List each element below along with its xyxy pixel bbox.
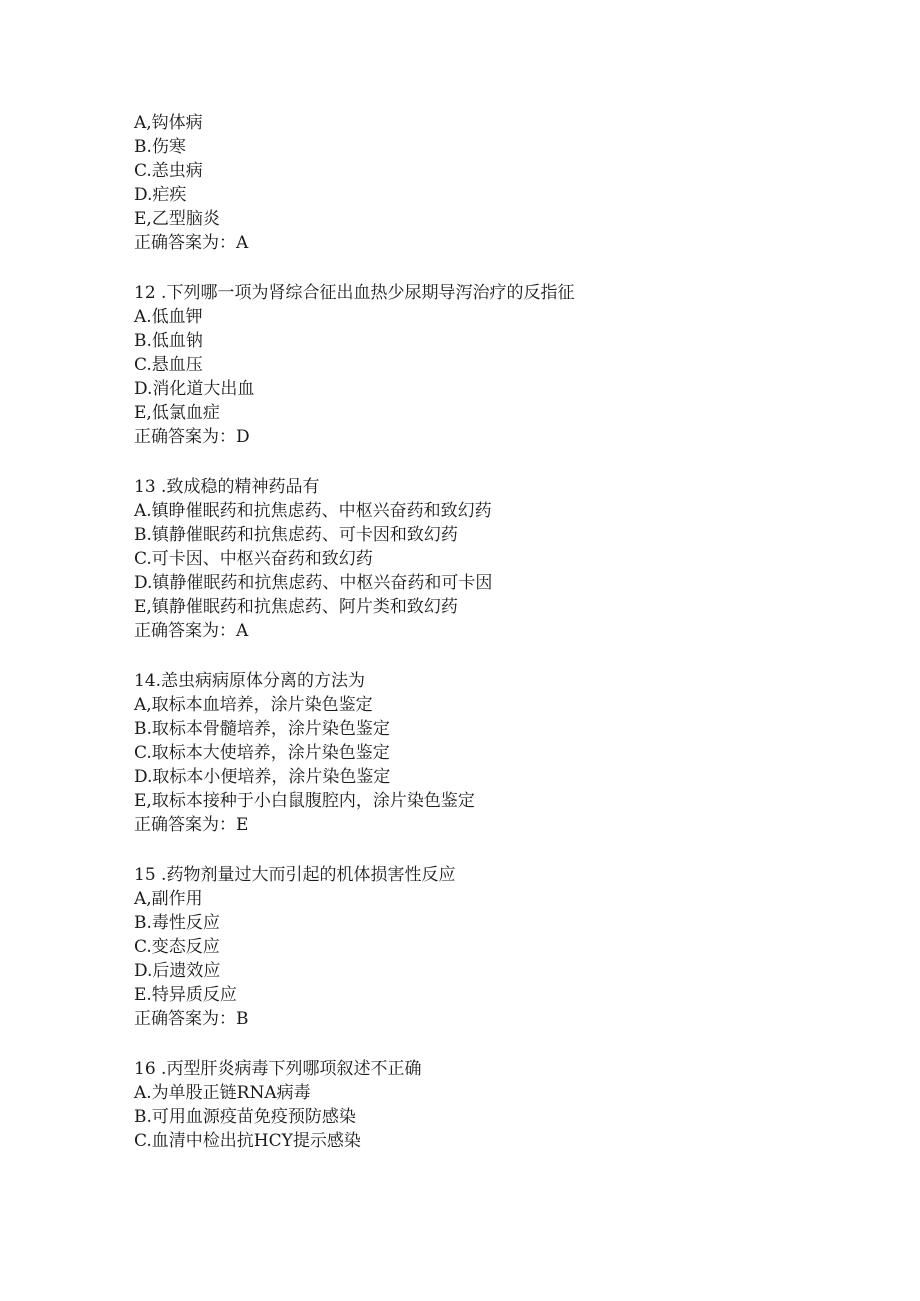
option-b: B.可用血源疫苗免疫预防感染 bbox=[134, 1107, 356, 1127]
option-e: E,乙型脑炎 bbox=[134, 209, 220, 229]
option-a: A,取标本血培养，涂片染色鉴定 bbox=[134, 695, 373, 715]
answer-line: 正确答案为：A bbox=[134, 233, 249, 253]
option-b: B.毒性反应 bbox=[134, 913, 220, 933]
option-b: B.低血钠 bbox=[134, 331, 203, 351]
option-a: A.镇睁催眠药和抗焦虑药、中枢兴奋药和致幻药 bbox=[134, 501, 492, 521]
question-title: 16 .丙型肝炎病毒下列哪项叙述不正确 bbox=[134, 1059, 422, 1079]
option-d: D.消化道大出血 bbox=[134, 379, 255, 399]
question-title: 14.恙虫病病原体分离的方法为 bbox=[134, 671, 366, 691]
question-block bbox=[134, 281, 854, 449]
option-b: B.伤寒 bbox=[134, 137, 186, 157]
option-b: B.镇静催眠药和抗焦虑药、可卡因和致幻药 bbox=[134, 525, 458, 545]
option-c: C.恙虫病 bbox=[134, 161, 203, 181]
question-block bbox=[134, 111, 854, 255]
question-block bbox=[134, 863, 854, 1031]
option-a: A,钩体病 bbox=[134, 113, 203, 133]
option-e: E,低氯血症 bbox=[134, 403, 220, 423]
option-c: C.血清中检出抗HCY提示感染 bbox=[134, 1131, 361, 1151]
option-d: D.取标本小便培养，涂片染色鉴定 bbox=[134, 767, 391, 787]
option-c: C.变态反应 bbox=[134, 937, 220, 957]
option-d: D.后遗效应 bbox=[134, 961, 221, 981]
option-a: A.低血钾 bbox=[134, 307, 203, 327]
question-list bbox=[134, 111, 854, 1153]
answer-line: 正确答案为：A bbox=[134, 621, 249, 641]
question-title: 12 .下列哪一项为肾综合征出血热少尿期导泻治疗的反指征 bbox=[134, 283, 575, 303]
answer-line: 正确答案为：B bbox=[134, 1009, 249, 1029]
option-e: E,镇静催眠药和抗焦虑药、阿片类和致幻药 bbox=[134, 597, 458, 617]
option-a: A,副作用 bbox=[134, 889, 203, 909]
question-block bbox=[134, 475, 854, 643]
option-e: E,取标本接种于小白鼠腹腔内，涂片染色鉴定 bbox=[134, 791, 475, 811]
option-b: B.取标本骨髓培养，涂片染色鉴定 bbox=[134, 719, 390, 739]
option-c: C.可卡因、中枢兴奋药和致幻药 bbox=[134, 549, 373, 569]
answer-line: 正确答案为：E bbox=[134, 815, 249, 835]
option-e: E.特异质反应 bbox=[134, 985, 237, 1005]
option-c: C.悬血压 bbox=[134, 355, 203, 375]
option-a: A.为单股正链RNA病毒 bbox=[134, 1083, 311, 1103]
option-d: D.疟疾 bbox=[134, 185, 187, 205]
answer-line: 正确答案为：D bbox=[134, 427, 250, 447]
option-d: D.镇静催眠药和抗焦虑药、中枢兴奋药和可卡因 bbox=[134, 573, 493, 593]
question-title: 15 .药物剂量过大而引起的机体损害性反应 bbox=[134, 865, 456, 885]
option-c: C.取标本大使培养，涂片染色鉴定 bbox=[134, 743, 390, 763]
question-block bbox=[134, 669, 854, 837]
question-title: 13 .致成稳的精神药品有 bbox=[134, 477, 320, 497]
question-block bbox=[134, 1057, 854, 1153]
